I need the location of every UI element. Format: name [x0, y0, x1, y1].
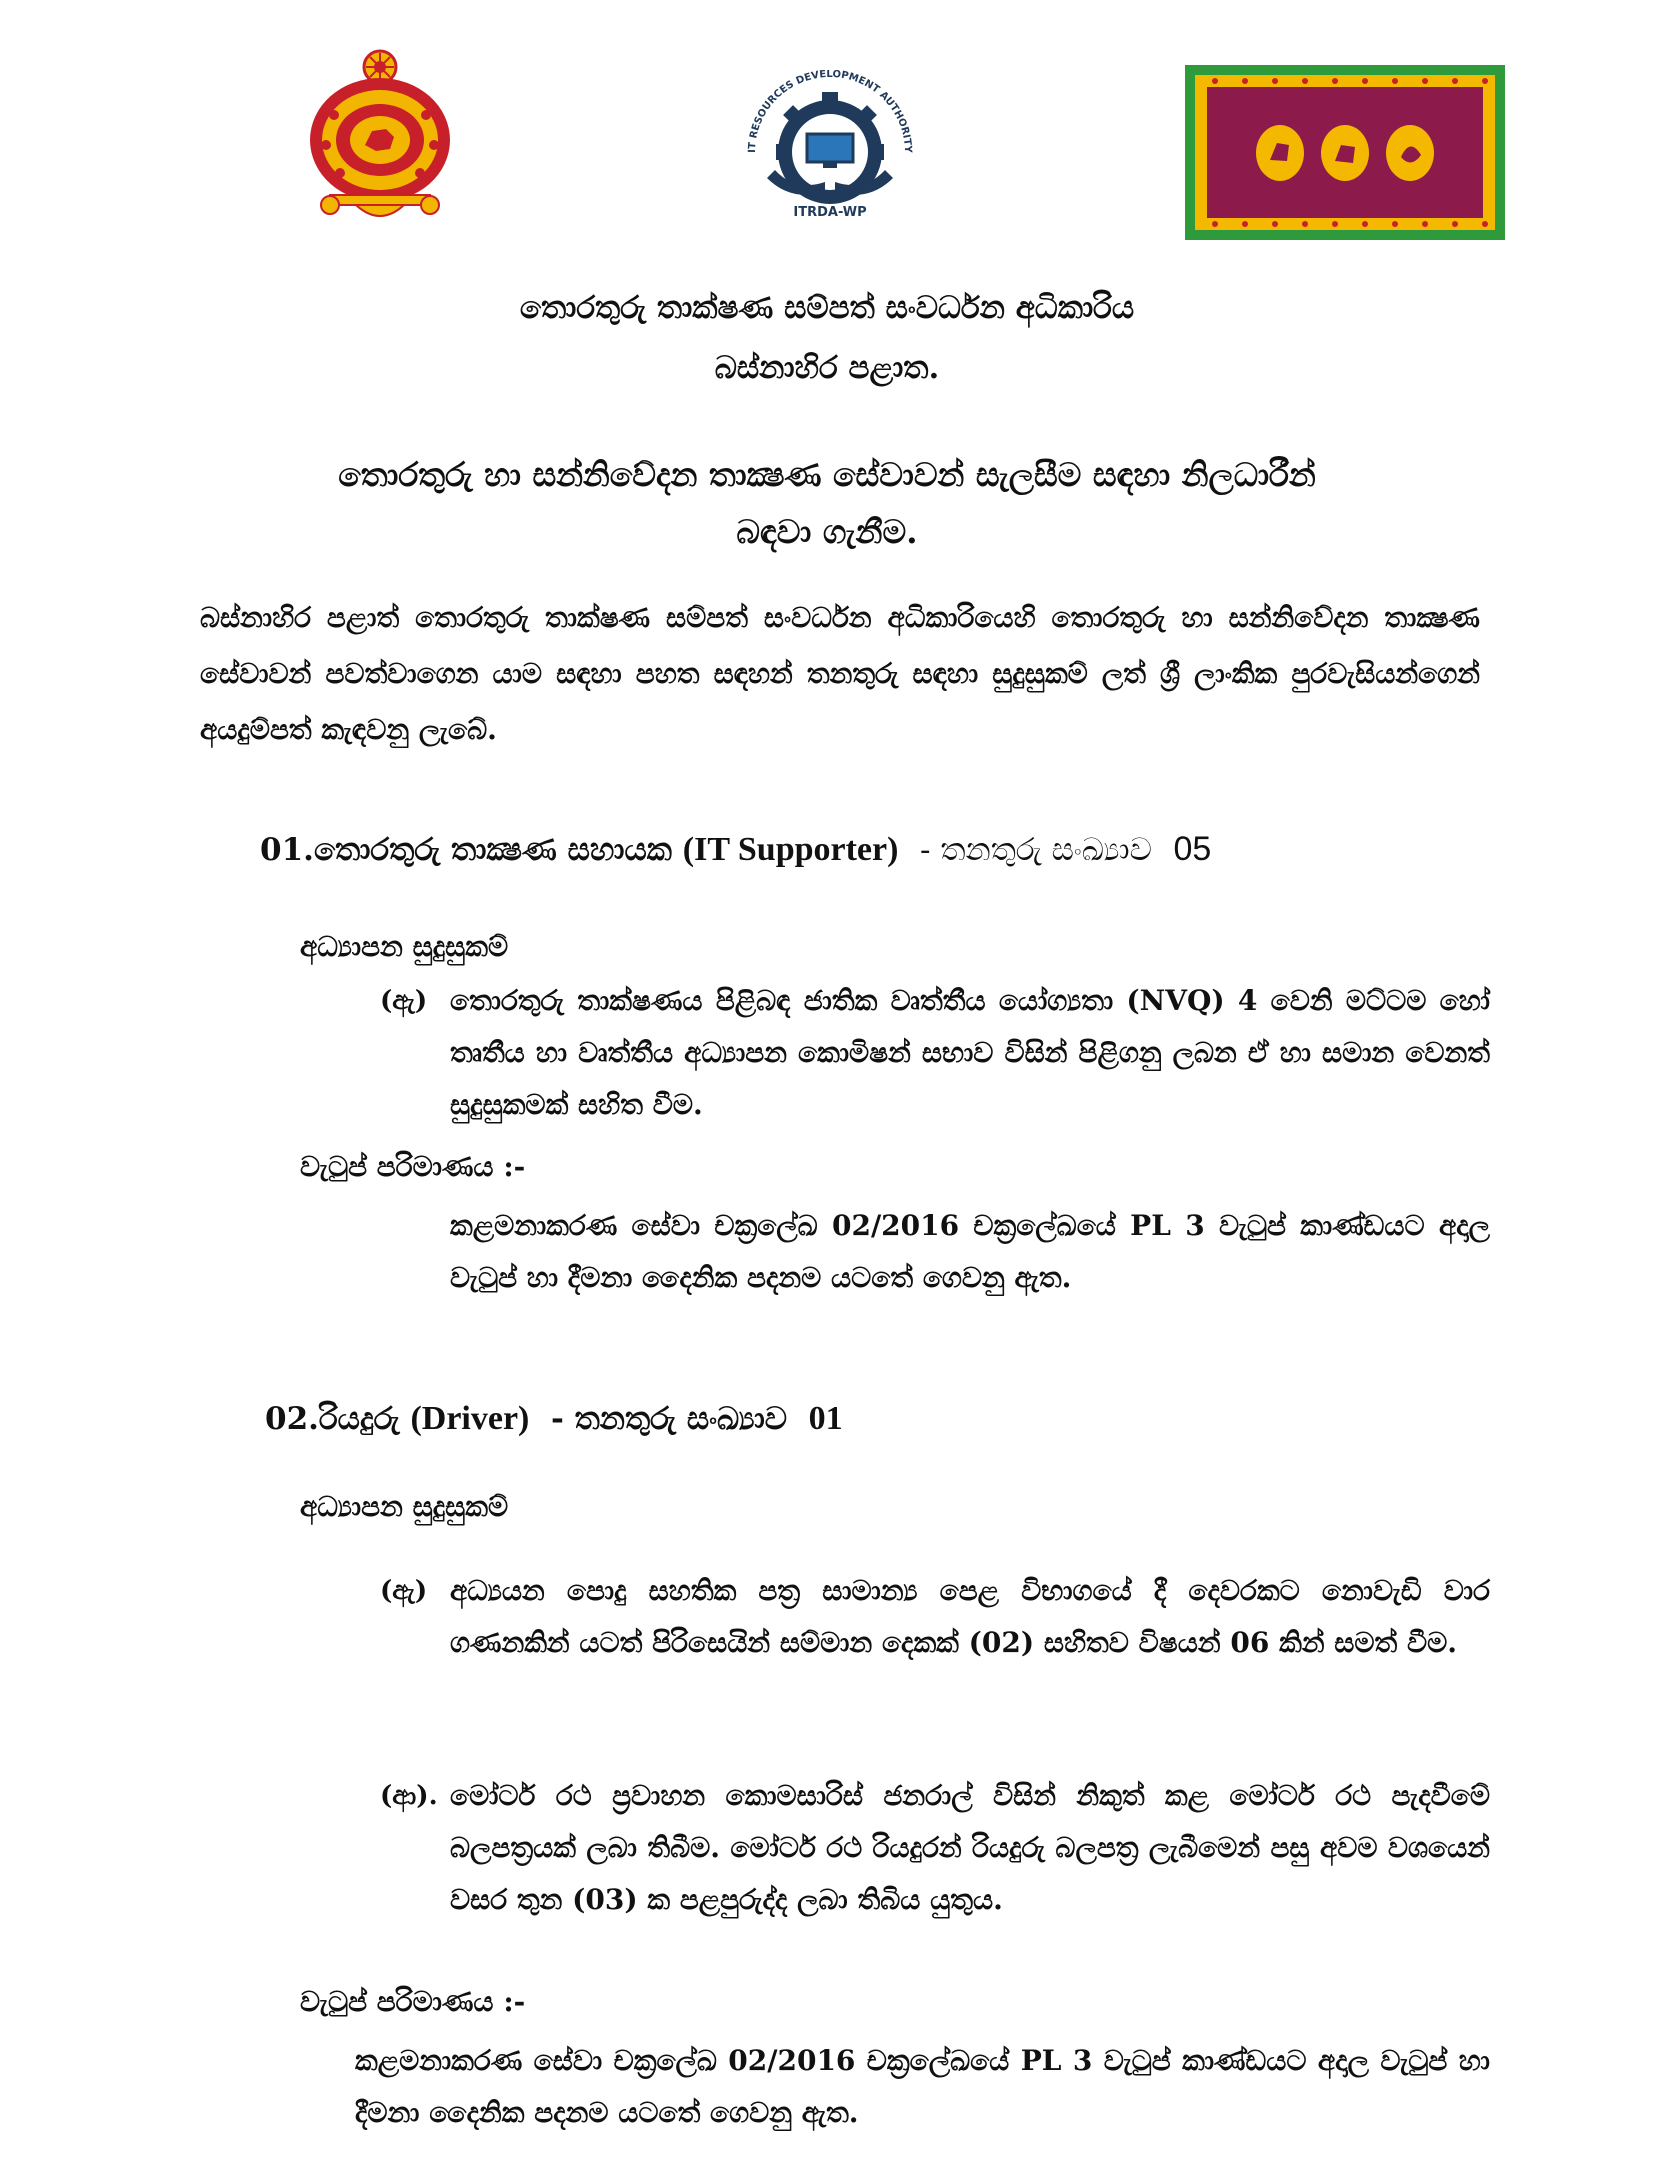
position-count: 01 [808, 1400, 843, 1437]
itrda-label: ITRDA-WP [793, 205, 867, 220]
salary-heading: වැටුප් පරිමාණය :- [300, 1150, 526, 1183]
organization-name: තොරතුරු තාක්ෂණ සම්පත් සංවර්ධන අධිකාරිය [519, 290, 1135, 326]
position-number: 02. [265, 1401, 319, 1437]
provincial-crest-logo [290, 45, 470, 225]
qualifications-heading: අධ්‍යාපන සුදුසුකම් [300, 930, 509, 963]
provincial-flag-logo [1185, 65, 1505, 240]
salary-text: කළමනාකරණ සේවා චක්‍රලේඛ 02/2016 චක්‍රලේඛයේ PL 3 වැටුප් කාණ්ඩයට අදාල වැටුප් හා දීමනා දෛනික පදනම යටතේ ගෙවනු ඇත. [450, 1209, 1490, 1294]
qualification-item [380, 1565, 1490, 1669]
position-count-label: - තනතුරු සංඛ්‍යාව [550, 1401, 788, 1437]
position-title-en: (Driver) [410, 1400, 530, 1437]
itrda-arc-text: IT RESOURCES DEVELOPMENT AUTHORITY [746, 70, 914, 154]
itrda-logo [725, 70, 935, 220]
position-title-en: (IT Supporter) [682, 831, 899, 868]
salary-text: කළමනාකරණ සේවා චක්‍රලේඛ 02/2016 චක්‍රලේඛයේ PL 3 වැටුප් කාණ්ඩයට අදාල වැටුප් හා දීමනා දෛනික පදනම යටතේ ගෙවනු ඇත. [355, 2044, 1490, 2129]
position-2-heading [265, 1400, 843, 1438]
qualification-item [380, 1770, 1490, 1926]
province-name: බස්නාහිර පළාත. [714, 350, 940, 386]
item-text: තොරතුරු තාක්ෂණය පිළිබඳ ජාතික වෘත්තීය යෝග්‍යතා (NVQ) 4 වෙනි මට්ටම හෝ තෘතීය හා වෘත්තීය අධ්‍යාපන කොමිෂන් සභාව විසින් පිළිගනු ලබන ඒ හා සමාන වෙනත් සුදුසුකමක් සහිත වීම. [450, 984, 1490, 1121]
item-text: අධ්‍යයන පොදු සහතික පත්‍ර සාමාන්‍ය පෙළ විභාගයේ දී දෙවරකට නොවැඩි වාර ගණනකින් යටත් පිරිසෙයින් සම්මාන දෙකක් (02) සහිතව විෂයන් 06 කින් සමත් වීම. [450, 1574, 1490, 1659]
qualifications-heading: අධ්‍යාපන සුදුසුකම් [300, 1490, 509, 1523]
intro-paragraph: බස්නාහිර පළාත් තොරතුරු තාක්ෂණ සම්පත් සංවර්ධන අධිකාරියෙහි තොරතුරු හා සන්නිවේදන තාක්‍ෂණ සේවාවන් පවත්වාගෙන යාම සඳහා පහත සඳහන් තනතුරු සඳහා සුදුසුකම් ලත් ශ්‍රී ලාංකික පුරවැසියන්ගෙන් අයදුම්පත් කැඳවනු ලැබේ. [200, 601, 1480, 746]
notice-title-line1: තොරතුරු හා සන්නිවේදන තාක්‍ෂණ සේවාවන් සැලසීම සඳහා නිලධාරීන් [338, 455, 1316, 494]
item-marker: (ඇ) [380, 1576, 428, 1606]
position-title-si: තොරතුරු තාක්‍ෂණ සහායක [313, 832, 672, 868]
qualification-item [380, 975, 1490, 1131]
item-text: මෝටර් රථ ප්‍රවාහන කොමසාරිස් ජනරාල් විසින් නිකුත් කළ මෝටර් රථ පැදවීමේ බලපත්‍රයක් ලබා තිබීම. මෝටර් රථ රියදුරන් රියදුරු බලපත්‍ර ලැබීමෙන් පසු අවම වශයෙන් වසර තුන (03) ක පළපුරුද්ද ලබා තිබිය යුතුය. [450, 1779, 1490, 1916]
position-number: 01. [260, 832, 314, 868]
position-count-label: - තනතුරු සංඛ්‍යාව [920, 832, 1152, 868]
item-marker: (ආ). [380, 1781, 438, 1811]
notice-title-line2: බඳවා ගැනීම. [736, 512, 918, 551]
salary-heading: වැටුප් පරිමාණය :- [300, 1985, 526, 2018]
position-title-si: රියදුරු [318, 1401, 400, 1437]
item-marker: (ඇ) [380, 986, 428, 1016]
position-count: 05 [1173, 830, 1212, 868]
position-1-heading [260, 830, 1211, 869]
